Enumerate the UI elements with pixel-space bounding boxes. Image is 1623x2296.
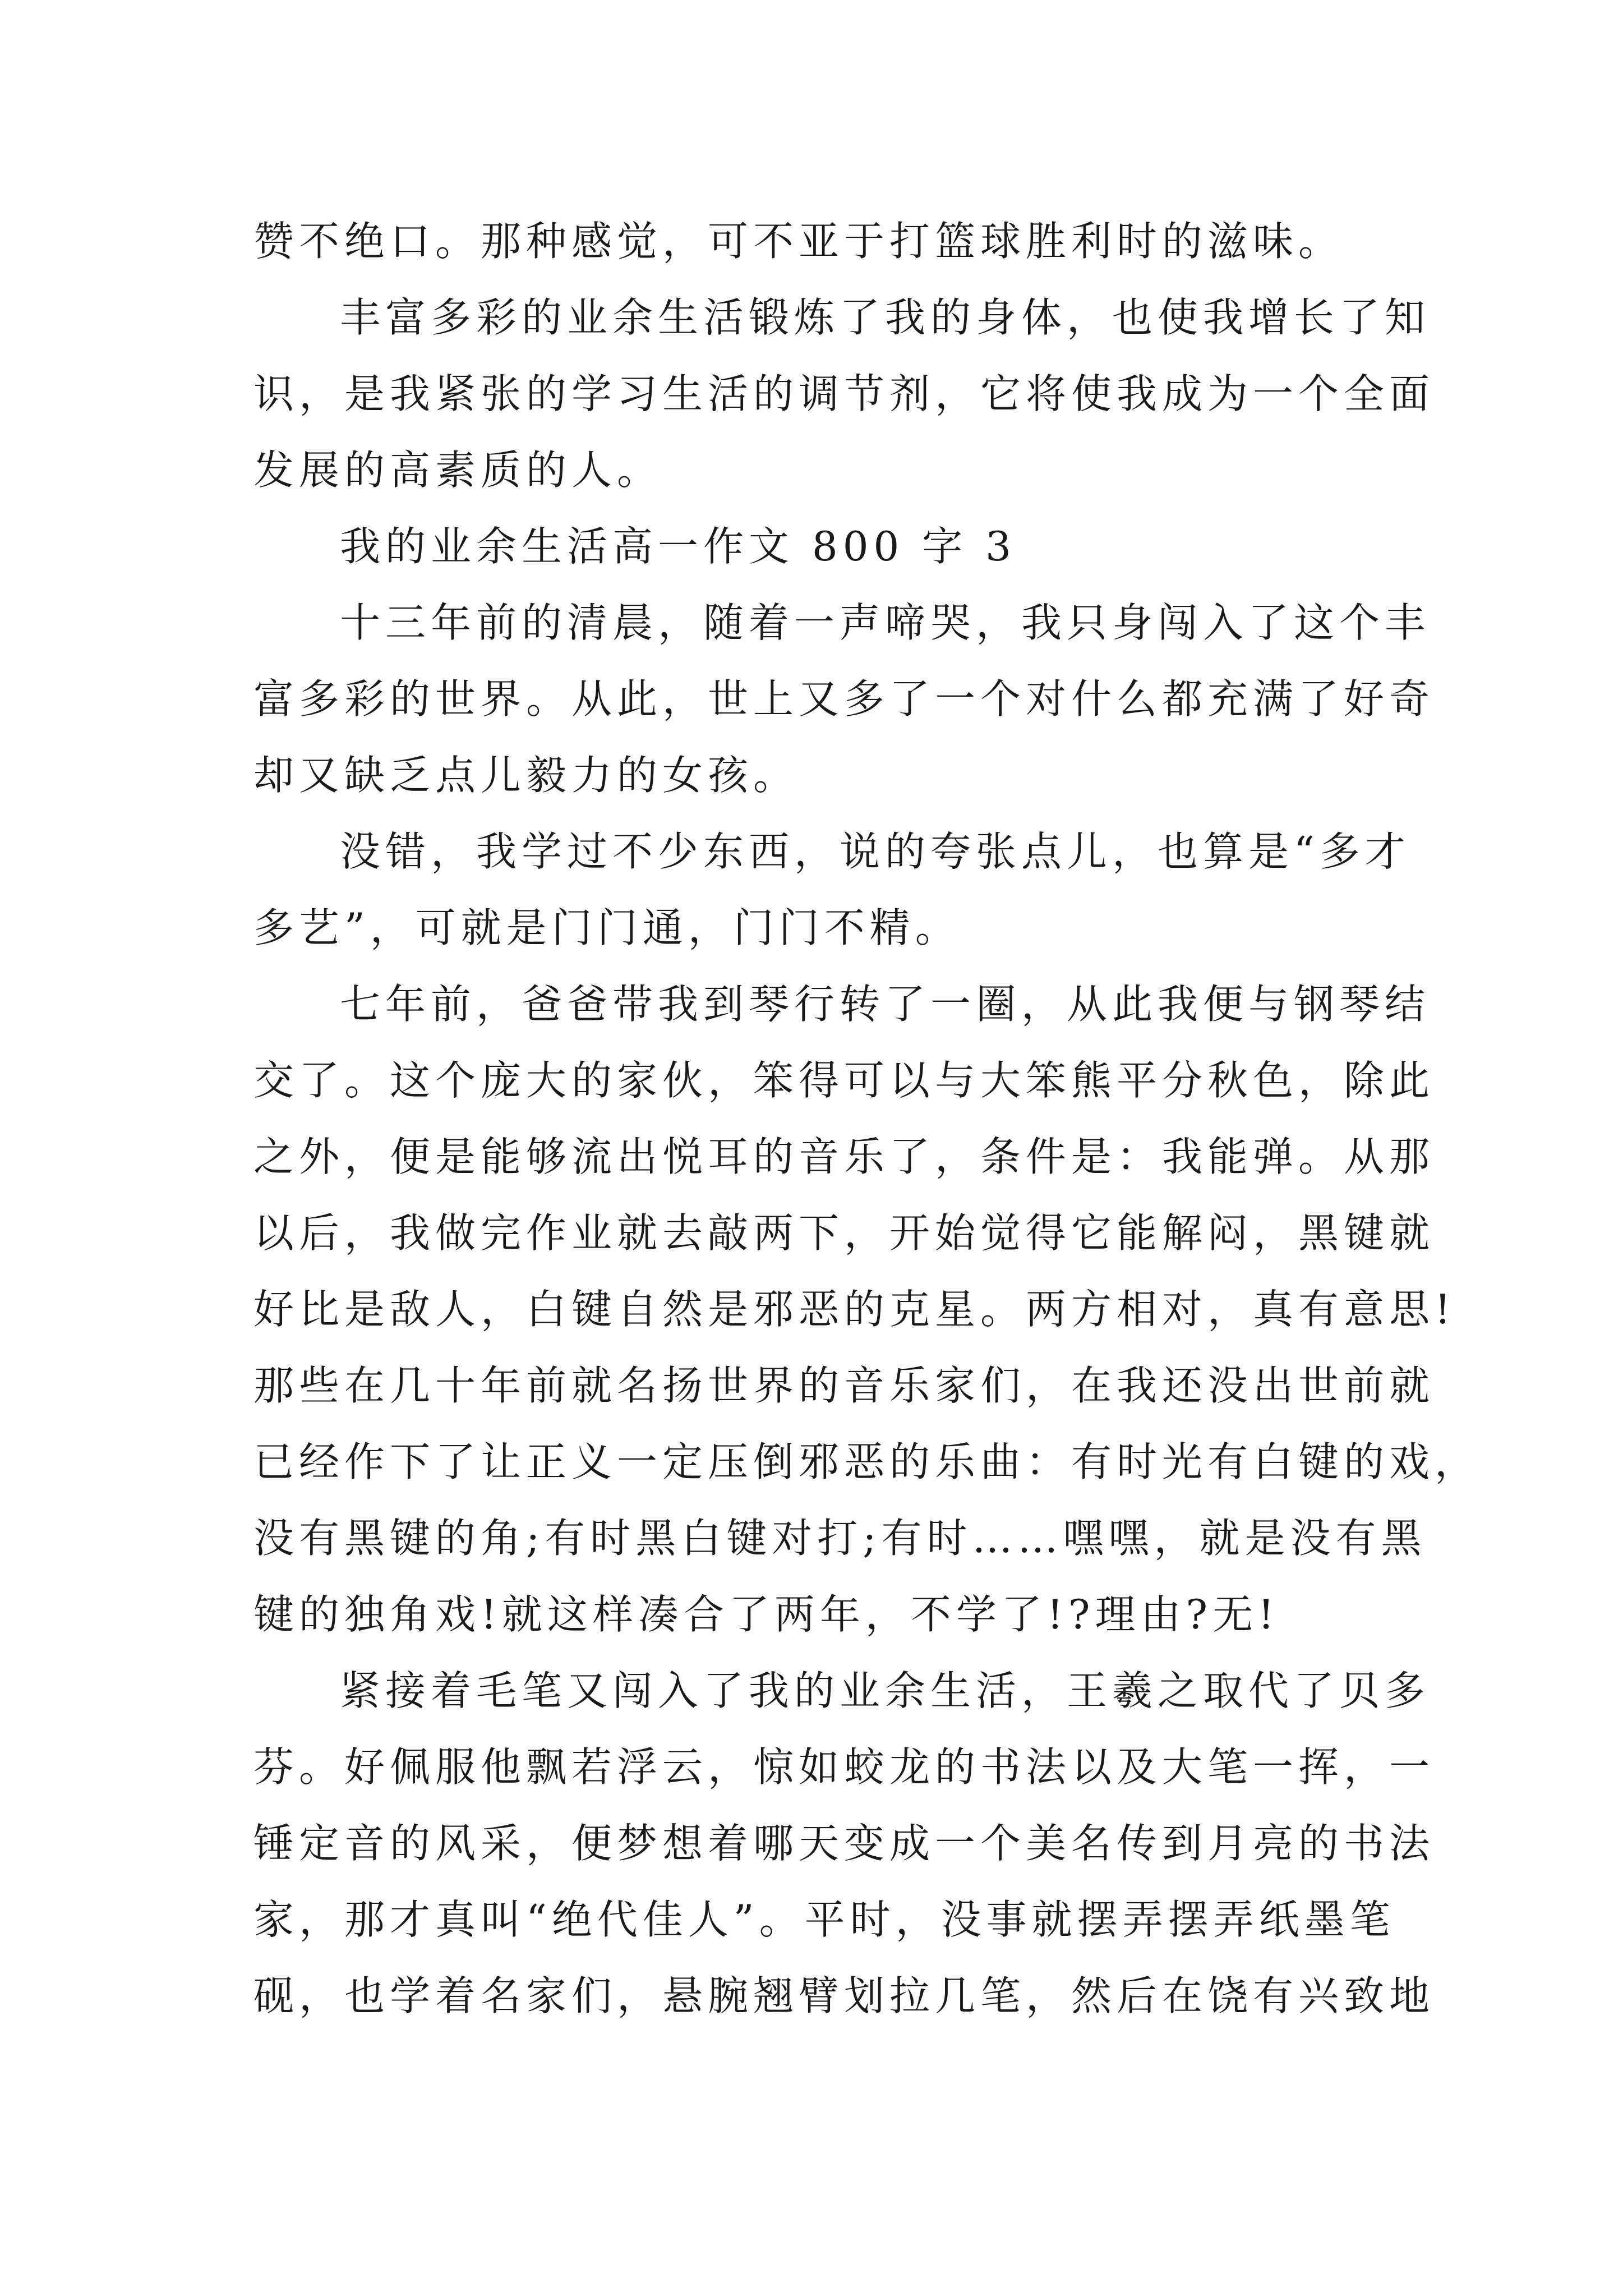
- text-line: 赞不绝口。那种感觉，可不亚于打篮球胜利时的滋味。: [253, 218, 1344, 265]
- heading-line: 我的业余生活高一作文 800 字 3: [340, 523, 1016, 570]
- text-line: 识，是我紧张的学习生活的调节剂，它将使我成为一个全面: [253, 370, 1435, 417]
- paragraph-2: [253, 279, 1435, 508]
- paragraph-4: [253, 813, 1410, 966]
- text-line: 以后，我做完作业就去敲两下，开始觉得它能解闷，黑键就: [253, 1209, 1435, 1257]
- text-line: 却又缺乏点儿毅力的女孩。: [253, 752, 799, 799]
- text-line: 之外，便是能够流出悦耳的音乐了，条件是：我能弹。从那: [253, 1133, 1435, 1180]
- text-line: 紧接着毛笔又闯入了我的业余生活，王羲之取代了贝多: [340, 1667, 1431, 1714]
- paragraph-1: [253, 203, 1392, 279]
- text-line: 砚，也学着名家们，悬腕翘臂划拉几笔，然后在饶有兴致地: [253, 1972, 1435, 2019]
- text-line: 七年前，爸爸带我到琴行转了一圈，从此我便与钢琴结: [340, 981, 1431, 1028]
- text-line: 已经作下了让正义一定压倒邪恶的乐曲：有时光有白键的戏，: [253, 1438, 1481, 1485]
- text-line: 那些在几十年前就名扬世界的音乐家们，在我还没出世前就: [253, 1362, 1435, 1409]
- paragraph-3: [253, 585, 1435, 813]
- text-line: 芬。好佩服他飘若浮云，惊如蛟龙的书法以及大笔一挥，一: [253, 1743, 1435, 1791]
- text-line: 没错，我学过不少东西，说的夸张点儿，也算是“多才: [340, 828, 1410, 875]
- text-line: 锤定音的风采，便梦想着哪天变成一个美名传到月亮的书法: [253, 1820, 1435, 1867]
- text-line: 发展的高素质的人。: [253, 447, 663, 494]
- text-line: 丰富多彩的业余生活锻炼了我的身体，也使我增长了知: [340, 294, 1431, 341]
- text-line: 没有黑键的角;有时黑白键对打;有时……嘿嘿，就是没有黑: [253, 1515, 1427, 1562]
- text-line: 好比是敌人，白键自然是邪恶的克星。两方相对，真有意思!: [253, 1286, 1456, 1333]
- text-line: 家，那才真叫“绝代佳人”。平时，没事就摆弄摆弄纸墨笔: [253, 1896, 1395, 1943]
- text-line: 多艺”，可就是门门通，门门不精。: [253, 904, 961, 951]
- text-line: 键的独角戏!就这样凑合了两年，不学了!?理由?无!: [253, 1591, 1280, 1638]
- text-line: 十三年前的清晨，随着一声啼哭，我只身闯入了这个丰: [340, 599, 1431, 646]
- text-line: 交了。这个庞大的家伙，笨得可以与大笨熊平分秋色，除此: [253, 1057, 1435, 1104]
- paragraph-5: [253, 966, 1481, 1653]
- section-heading: [253, 508, 1392, 585]
- body-text: [253, 203, 1481, 2034]
- paragraph-6: [253, 1653, 1435, 2034]
- text-line: 富多彩的世界。从此，世上又多了一个对什么都充满了好奇: [253, 675, 1435, 723]
